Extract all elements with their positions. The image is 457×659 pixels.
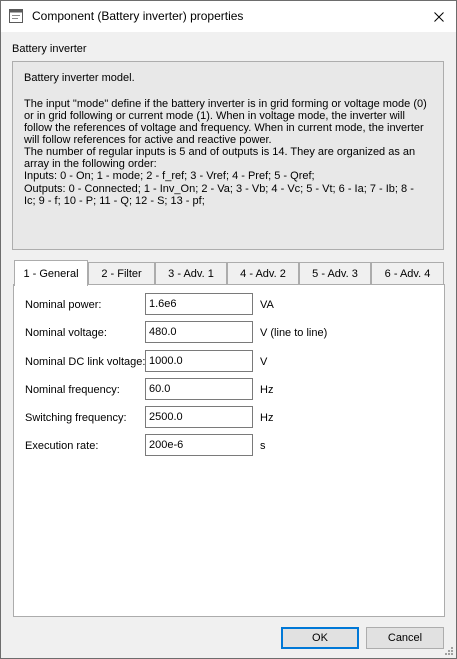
title-bar[interactable] xyxy=(1,1,456,32)
nominal-frequency-input[interactable] xyxy=(145,378,253,400)
nominal-dc-link-voltage-unit: V xyxy=(260,356,268,368)
tab-filter[interactable] xyxy=(88,262,155,284)
tab-general[interactable] xyxy=(14,260,88,286)
resize-grip-icon[interactable] xyxy=(442,644,454,656)
nominal-power-unit: VA xyxy=(260,299,274,311)
tab-label: 5 - Adv. 3 xyxy=(312,267,358,280)
window-title: Component (Battery inverter) properties xyxy=(32,9,244,23)
nominal-voltage-input[interactable] xyxy=(145,321,253,343)
execution-rate-label: Execution rate: xyxy=(25,440,99,452)
ok-button[interactable]: OK xyxy=(281,627,359,649)
tab-adv-3[interactable] xyxy=(299,262,371,284)
switching-frequency-label: Switching frequency: xyxy=(25,412,127,424)
general-tab-panel xyxy=(13,284,445,617)
tab-adv-1[interactable] xyxy=(155,262,227,284)
close-icon xyxy=(434,12,444,22)
switching-frequency-input[interactable] xyxy=(145,406,253,428)
description-line: array in the following order: xyxy=(24,158,157,170)
tab-adv-4[interactable] xyxy=(371,262,444,284)
tab-adv-2[interactable] xyxy=(227,262,299,284)
description-line: will follow references for active and reactive power. xyxy=(24,134,272,146)
description-box xyxy=(12,61,444,250)
nominal-power-label: Nominal power: xyxy=(25,299,102,311)
execution-rate-input[interactable] xyxy=(145,434,253,456)
description-line: Ic; 9 - f; 10 - P; 11 - Q; 12 - S; 13 - pf; xyxy=(24,195,205,207)
nominal-dc-link-voltage-input[interactable] xyxy=(145,350,253,372)
nominal-dc-link-voltage-label: Nominal DC link voltage: xyxy=(25,356,146,368)
tab-label: 3 - Adv. 1 xyxy=(168,267,214,280)
tab-label: 4 - Adv. 2 xyxy=(240,267,286,280)
description-line: The number of regular inputs is 5 and of outputs is 14. They are organized as an xyxy=(24,146,416,158)
app-window-icon xyxy=(9,9,23,23)
nominal-voltage-label: Nominal voltage: xyxy=(25,327,107,339)
nominal-frequency-unit: Hz xyxy=(260,384,274,396)
description-line: or in grid following or current mode (1). When in voltage mode, the inverter will xyxy=(24,110,405,122)
cancel-button[interactable]: Cancel xyxy=(366,627,444,649)
tab-label: 1 - General xyxy=(23,267,79,280)
group-title: Battery inverter xyxy=(12,43,87,55)
switching-frequency-unit: Hz xyxy=(260,412,274,424)
description-line: The input "mode" define if the battery inverter is in grid forming or voltage mode (0) xyxy=(24,98,427,110)
tab-bar xyxy=(14,261,444,285)
description-line: Battery inverter model. xyxy=(24,72,135,84)
close-button[interactable] xyxy=(422,1,456,32)
nominal-voltage-unit: V (line to line) xyxy=(260,327,328,339)
description-line: Inputs: 0 - On; 1 - mode; 2 - f_ref; 3 - Vref; 4 - Pref; 5 - Qref; xyxy=(24,170,315,182)
nominal-frequency-label: Nominal frequency: xyxy=(25,384,120,396)
description-line: Outputs: 0 - Connected; 1 - Inv_On; 2 - Va; 3 - Vb; 4 - Vc; 5 - Vt; 6 - Ia; 7 - Ib; 8 - xyxy=(24,183,414,195)
tab-label: 6 - Adv. 4 xyxy=(384,267,431,280)
description-line: follow the references of voltage and frequency. When in current mode, the inverter xyxy=(24,122,424,134)
execution-rate-unit: s xyxy=(260,440,266,452)
tab-label: 2 - Filter xyxy=(101,267,142,280)
nominal-power-input[interactable] xyxy=(145,293,253,315)
